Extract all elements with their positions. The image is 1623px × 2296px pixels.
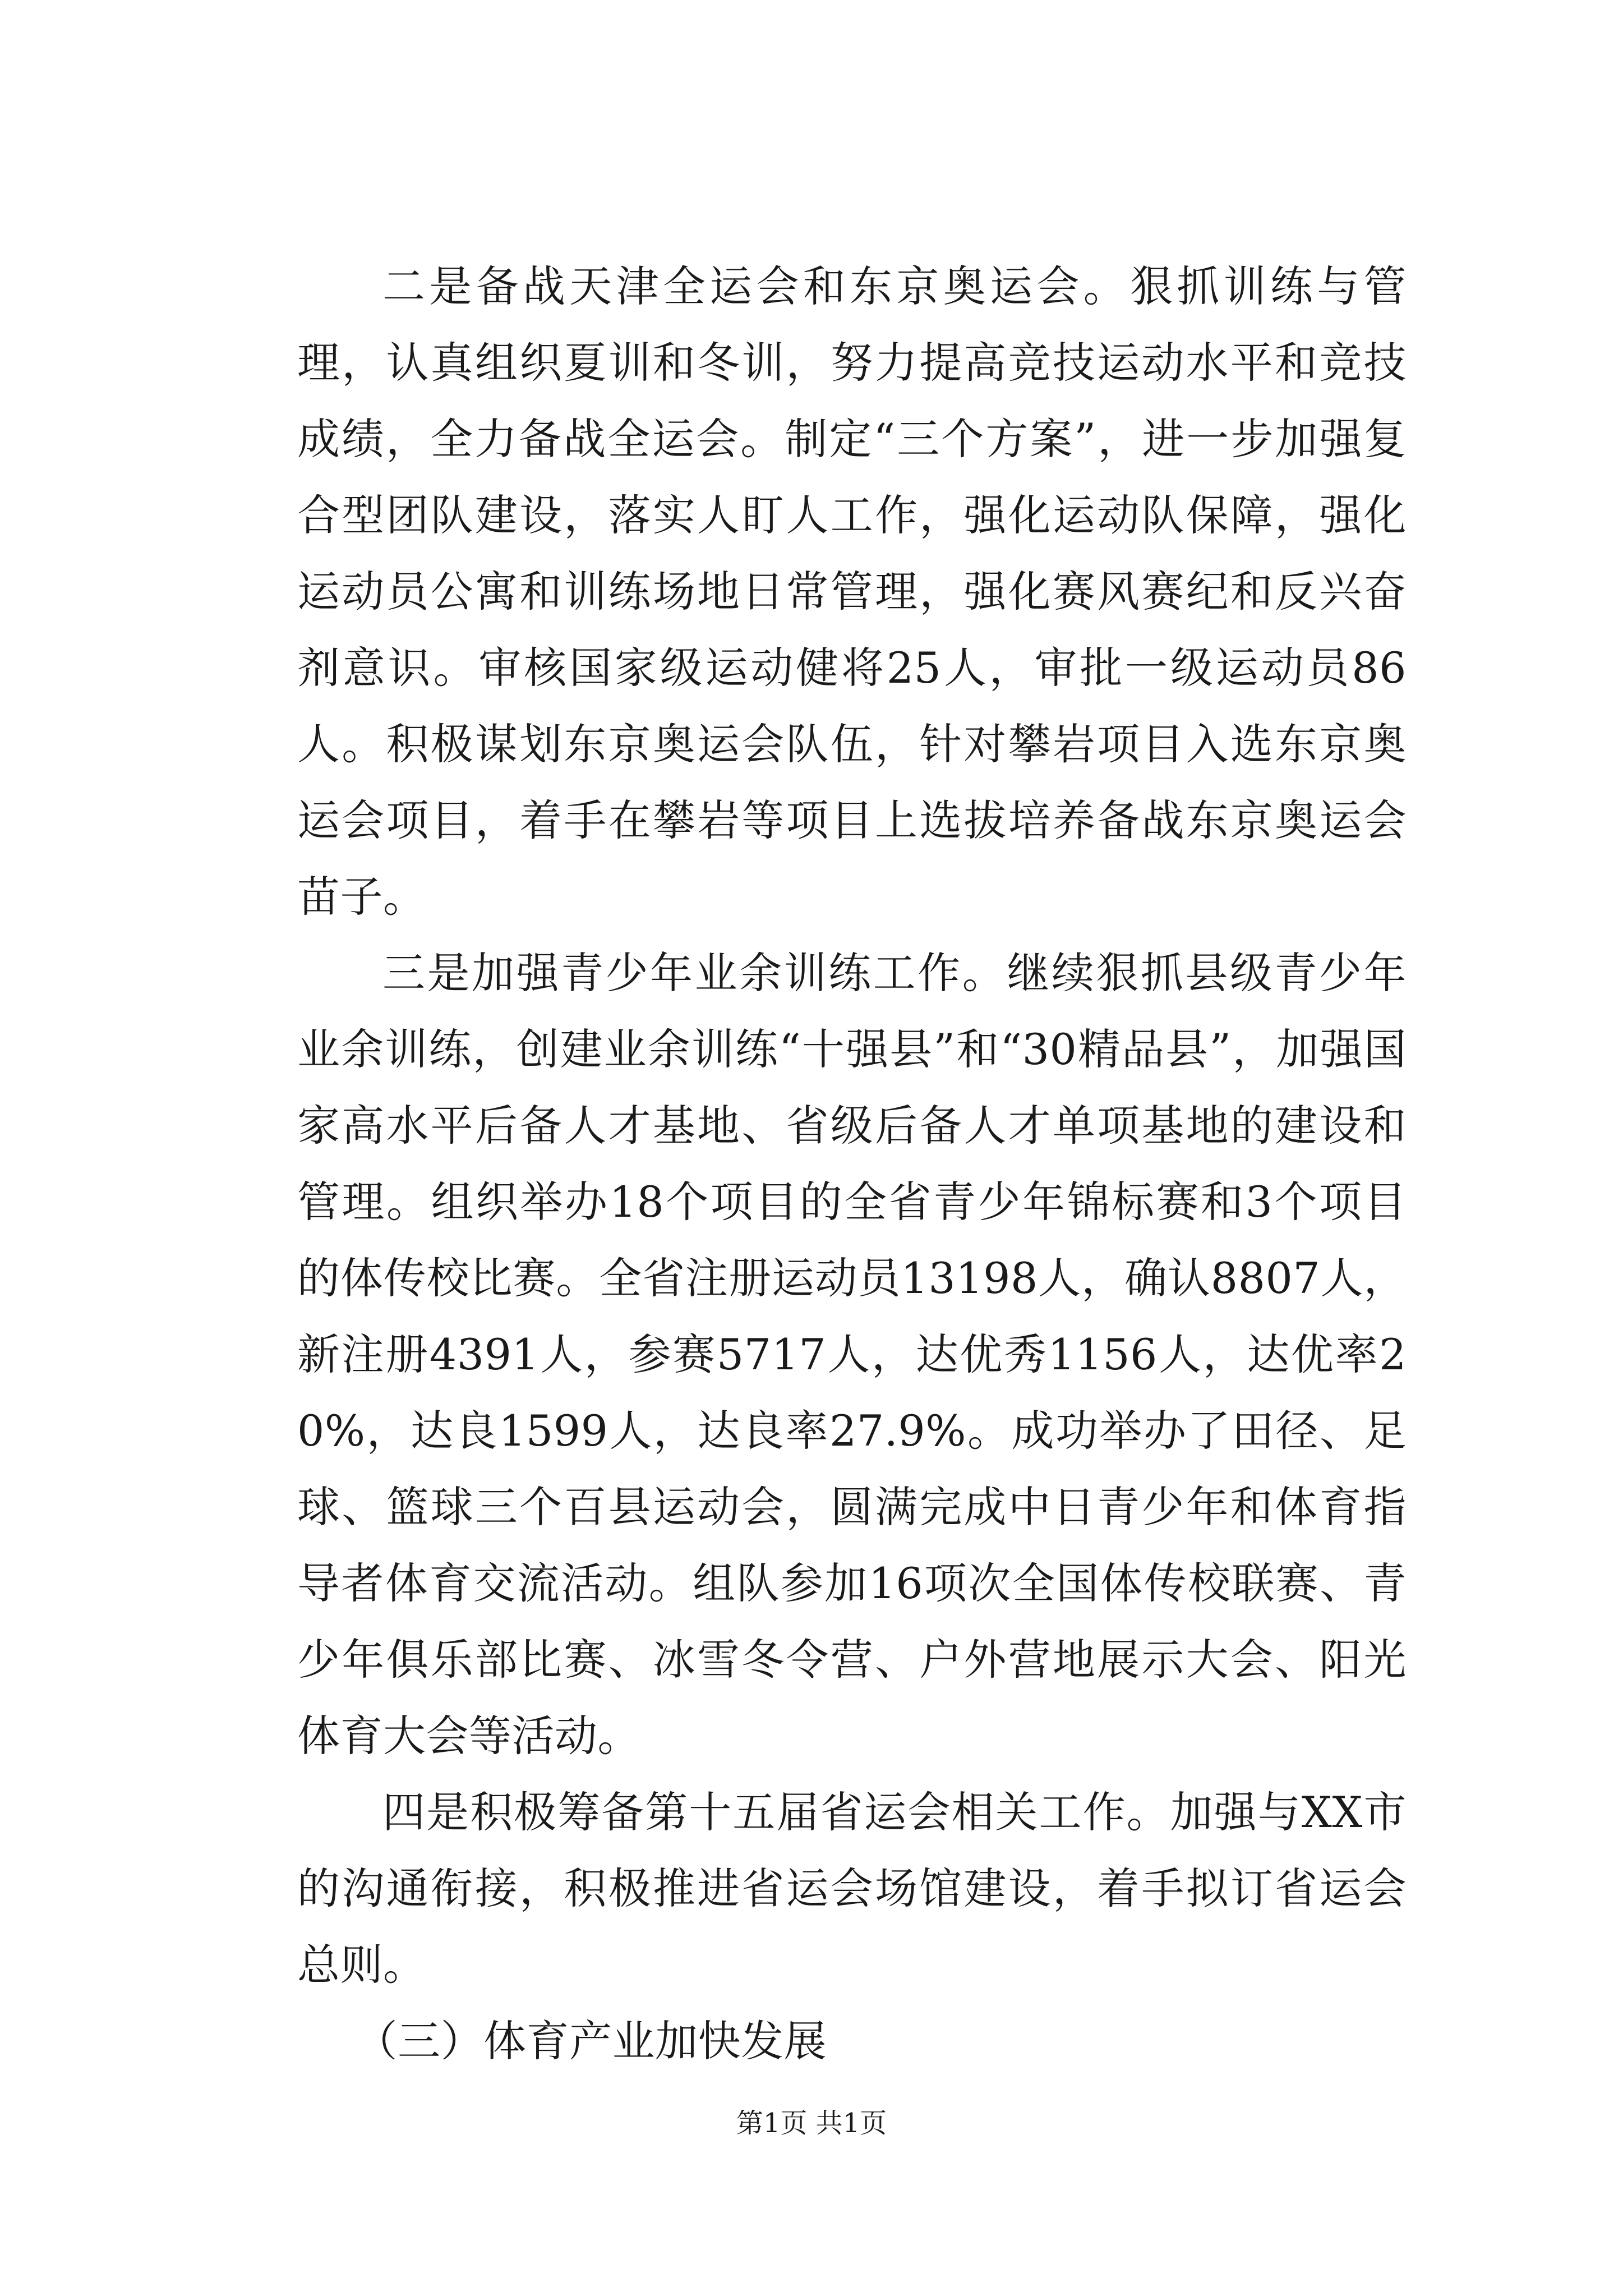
page-footer: 第1页 共1页	[736, 2108, 887, 2139]
paragraph-training-olympics: 二是备战天津全运会和东京奥运会。狠抓训练与管理，认真组织夏训和冬训，努力提高竞技运动水平和竞技成绩，全力备战全运会。制定“三个方案”，进一步加强复合型团队建设，落实人盯人工作，强化运动队保障，强化运动员公寓和训练场地日常管理，强化赛风赛纪和反兴奋剂意识。审核国家级运动健将25人，审批一级运动员86人。积极谋划东京奥运会队伍，针对攀岩项目入选东京奥运会项目，着手在攀岩等项目上选拔培养备战东京奥运会苗子。	[297, 261, 1407, 922]
section-heading-sports-industry: （三）体育产业加快发展	[354, 2016, 827, 2066]
paragraph-youth-training: 三是加强青少年业余训练工作。继续狠抓县级青少年业余训练，创建业余训练“十强县”和“30精品县”，加强国家高水平后备人才基地、省级后备人才单项基地的建设和管理。组织举办18个项目的全省青少年锦标赛和3个项目的体传校比赛。全省注册运动员13198人，确认8807人，新注册4391人，参赛5717人，达优秀1156人，达优率20%，达良1599人，达良率27.9%。成功举办了田径、足球、篮球三个百县运动会，圆满完成中日青少年和体育指导者体育交流活动。组队参加16项次全国体传校联赛、青少年俱乐部比赛、冰雪冬令营、户外营地展示大会、阳光体育大会等活动。	[297, 948, 1407, 1761]
paragraph-provincial-games: 四是积极筹备第十五届省运会相关工作。加强与XX市的沟通衔接，积极推进省运会场馆建设，着手拟订省运会总则。	[297, 1787, 1407, 1990]
document-body	[297, 249, 1407, 2079]
